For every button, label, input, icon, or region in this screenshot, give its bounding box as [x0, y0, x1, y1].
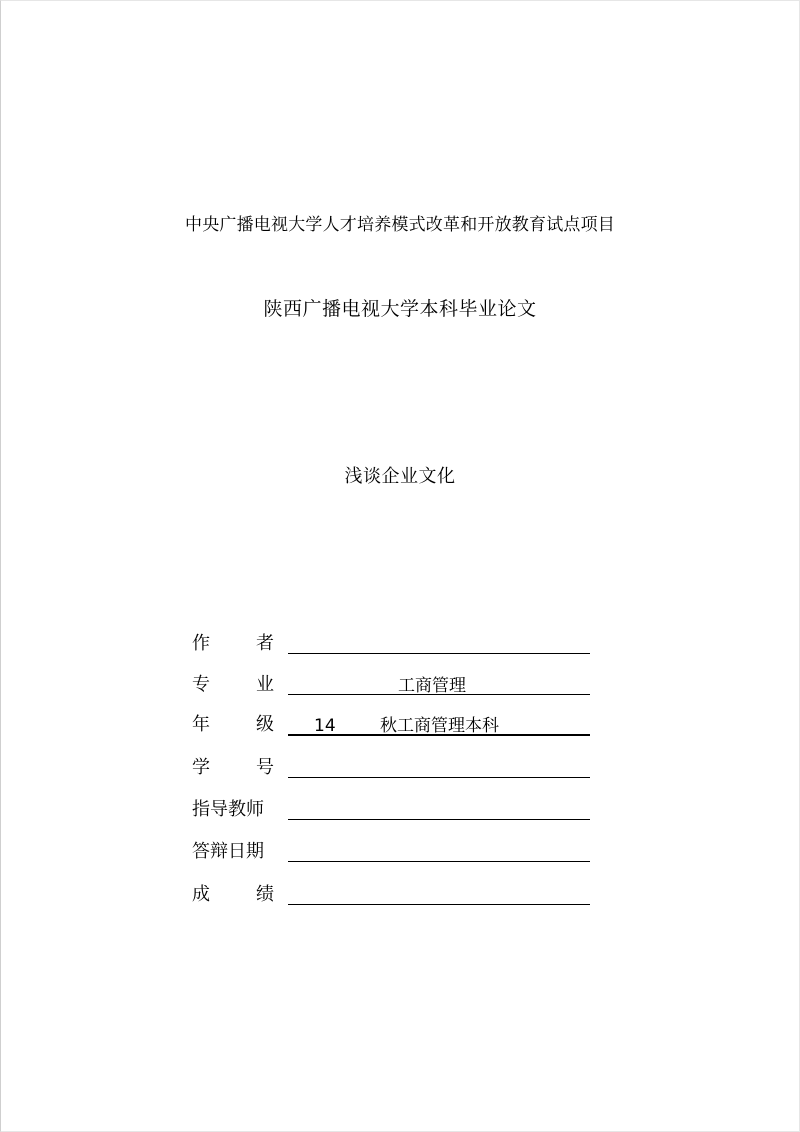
- advisor-field-line[interactable]: [288, 819, 590, 820]
- project-line: 中央广播电视大学人才培养模式改革和开放教育试点项目: [185, 215, 615, 235]
- major-row: [192, 673, 592, 703]
- defense-date-label: 答辩日期: [192, 841, 264, 862]
- score-field-line[interactable]: [288, 904, 590, 905]
- student-id-label: 学 号: [192, 757, 274, 778]
- score-row: [192, 883, 592, 913]
- major-value: 工商管理: [398, 676, 466, 696]
- grade-value-number: 14: [314, 716, 336, 736]
- defense-date-field-line[interactable]: [288, 861, 590, 862]
- university-line: 陕西广播电视大学本科毕业论文: [263, 298, 537, 320]
- student-id-field-line[interactable]: [288, 777, 590, 778]
- student-id-row: [192, 756, 592, 786]
- author-field-line[interactable]: [288, 653, 590, 654]
- author-row: [192, 632, 592, 662]
- thesis-title: 浅谈企业文化: [344, 466, 456, 487]
- grade-value-text: 秋工商管理本科: [380, 716, 499, 736]
- grade-row: [192, 713, 592, 743]
- defense-date-row: [192, 840, 592, 870]
- score-label: 成 绩: [192, 884, 274, 905]
- advisor-label: 指导教师: [192, 799, 264, 820]
- grade-label: 年 级: [192, 714, 274, 735]
- major-label: 专 业: [192, 674, 274, 695]
- advisor-row: [192, 798, 592, 828]
- author-label: 作 者: [192, 633, 274, 654]
